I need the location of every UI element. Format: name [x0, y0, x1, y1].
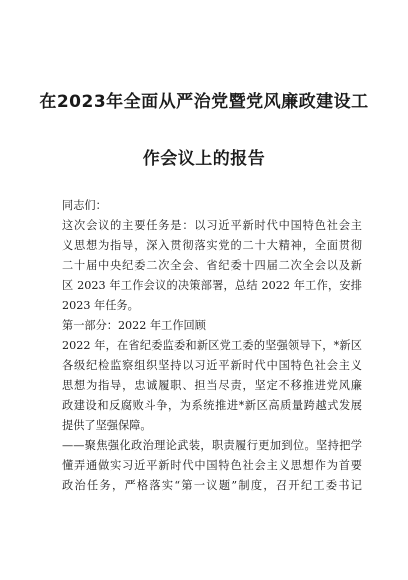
body-line: 思想为指导，忠诚履职、担当尽责，坚定不移推进党风廉	[62, 379, 362, 392]
section-heading: 第一部分：2022 年工作回顾	[62, 319, 206, 332]
body-line: 懂弄通做实习近平新时代中国特色社会主义思想作为首要	[62, 459, 362, 472]
body-line: 提供了坚强保障。	[62, 419, 152, 432]
body-line: 2023 年任务。	[62, 299, 139, 312]
document-body	[62, 196, 362, 496]
body-line: 这次会议的主要任务是：以习近平新时代中国特色社会主	[62, 219, 362, 232]
body-line: 政建设和反腐败斗争，为系统推进*新区高质量跨越式发展	[62, 399, 362, 412]
body-line: 义思想为指导，深入贯彻落实党的二十大精神，全面贯彻	[62, 239, 362, 252]
document-title-line-2: 作会议上的报告	[142, 149, 266, 169]
salutation: 同志们：	[62, 199, 107, 212]
body-line: 政治任务，严格落实“第一议题”制度，召开纪工委书记	[62, 479, 362, 492]
body-line: 区 2023 年工作会议的决策部署，总结 2022 年工作，安排	[62, 279, 362, 292]
document-title-line-1: 在2023年全面从严治党暨党风廉政建设工	[39, 92, 369, 112]
body-line: ——聚焦强化政治理论武装，职责履行更加到位。坚持把学	[62, 439, 362, 452]
body-line: 二十届中央纪委二次全会、省纪委十四届二次全会以及新	[62, 259, 362, 272]
body-line: 各级纪检监察组织坚持以习近平新时代中国特色社会主义	[62, 359, 362, 372]
body-line: 2022 年，在省纪委监委和新区党工委的坚强领导下，*新区	[62, 339, 362, 352]
